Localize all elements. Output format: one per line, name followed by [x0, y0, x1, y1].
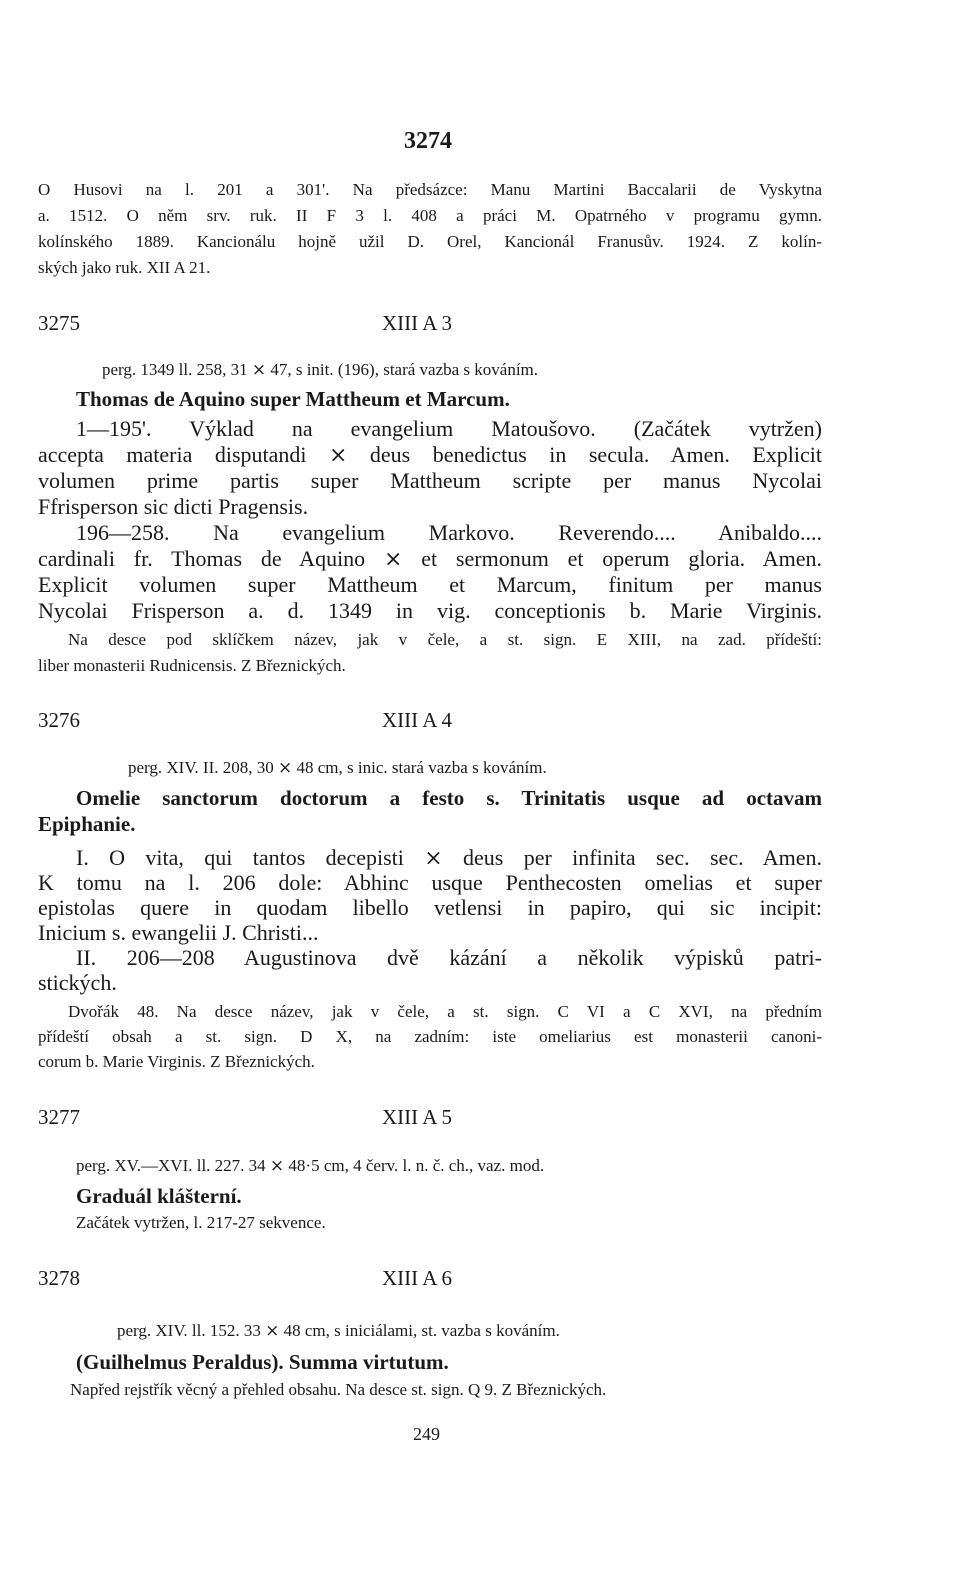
body-line: II. 206—208 Augustinova dvě kázání a několik výpisků patri-: [76, 945, 822, 970]
entry-number: 3276: [38, 708, 80, 732]
entry-number: 3277: [38, 1105, 80, 1129]
page-heading: 3274: [404, 128, 452, 154]
physical-description: perg. XV.—XVI. ll. 227. 34 ⨯ 48·5 cm, 4 červ. l. n. č. ch., vaz. mod.: [76, 1156, 545, 1175]
text-line: O Husovi na l. 201 a 301'. Na předsázce: Manu Martini Baccalarii de Vyskytna: [38, 180, 822, 199]
note-line: Na desce pod sklíčkem název, jak v čele, a st. sign. E XIII, na zad. přídeští:: [68, 630, 822, 649]
entry-title: Omelie sanctorum doctorum a festo s. Trinitatis usque ad octavam: [76, 786, 822, 810]
body-line: [76, 416, 822, 442]
body-line: Nycolai Frisperson a. d. 1349 in vig. conceptionis b. Marie Virginis.: [38, 598, 822, 623]
entry-number: 3278: [38, 1266, 80, 1290]
body-line: Explicit volumen super Mattheum et Marcum, finitum per manus: [38, 572, 822, 597]
shelf-signature: XIII A 4: [382, 708, 452, 732]
note-line: Napřed rejstřík věcný a přehled obsahu. Na desce st. sign. Q 9. Z Březnických.: [70, 1380, 607, 1399]
entry-title: Graduál klášterní.: [76, 1184, 242, 1208]
body-line: stických.: [38, 970, 117, 995]
body-line: Ffrisperson sic dicti Pragensis.: [38, 494, 309, 519]
body-line: epistolas quere in quodam libello vetlensi in papiro, qui sic incipit:: [38, 895, 822, 920]
body-line: I. O vita, qui tantos decepisti ⨯ deus per infinita sec. sec. Amen.: [76, 845, 822, 870]
shelf-signature: XIII A 6: [382, 1266, 452, 1290]
body-line: accepta materia disputandi ⨯ deus benedictus in secula. Amen. Explicit: [38, 442, 822, 467]
note-line: Začátek vytržen, l. 217-27 sekvence.: [76, 1213, 326, 1232]
text-line: ských jako ruk. XII A 21.: [38, 258, 211, 277]
body-line: cardinali fr. Thomas de Aquino ⨯ et sermonum et operum gloria. Amen.: [38, 546, 822, 571]
body-line: Inicium s. ewangelii J. Christi...: [38, 920, 319, 945]
physical-description: perg. XIV. ll. 152. 33 ⨯ 48 cm, s iniciálami, st. vazba s kováním.: [117, 1321, 560, 1340]
entry-title: Thomas de Aquino super Mattheum et Marcum.: [76, 387, 510, 411]
page-number: 249: [413, 1424, 440, 1444]
body-line: K tomu na l. 206 dole: Abhinc usque Penthecosten omelias et super: [38, 870, 822, 895]
body-text: 1—195'. Výklad na evangelium Matoušovo. (Začátek vytržen): [76, 416, 822, 441]
note-line: liber monasterii Rudnicensis. Z Březnických.: [38, 656, 346, 675]
note-line: přídeští obsah a st. sign. D X, na zadním: iste omeliarius est monasterii canoni-: [38, 1027, 822, 1046]
entry-number: 3275: [38, 311, 80, 335]
shelf-signature: XIII A 3: [382, 311, 452, 335]
note-line: corum b. Marie Virginis. Z Březnických.: [38, 1052, 315, 1071]
text-line: kolínského 1889. Kancionálu hojně užil D. Orel, Kancionál Franusův. 1924. Z kolín-: [38, 232, 822, 251]
physical-description: perg. 1349 ll. 258, 31 ⨯ 47, s init. (196), stará vazba s kováním.: [102, 360, 539, 379]
body-line: volumen prime partis super Mattheum scripte per manus Nycolai: [38, 468, 822, 493]
text-line: a. 1512. O něm srv. ruk. II F 3 l. 408 a práci M. Opatrného v programu gymn.: [38, 206, 822, 225]
shelf-signature: XIII A 5: [382, 1105, 452, 1129]
entry-title: (Guilhelmus Peraldus). Summa virtutum.: [76, 1350, 449, 1374]
physical-description: perg. XIV. II. 208, 30 ⨯ 48 cm, s inic. stará vazba s kováním.: [128, 758, 547, 777]
entry-title: Epiphanie.: [38, 812, 136, 836]
note-line: Dvořák 48. Na desce název, jak v čele, a st. sign. C VI a C XVI, na předním: [68, 1002, 822, 1021]
body-line: 196—258. Na evangelium Markovo. Reverendo.... Anibaldo....: [76, 520, 822, 545]
